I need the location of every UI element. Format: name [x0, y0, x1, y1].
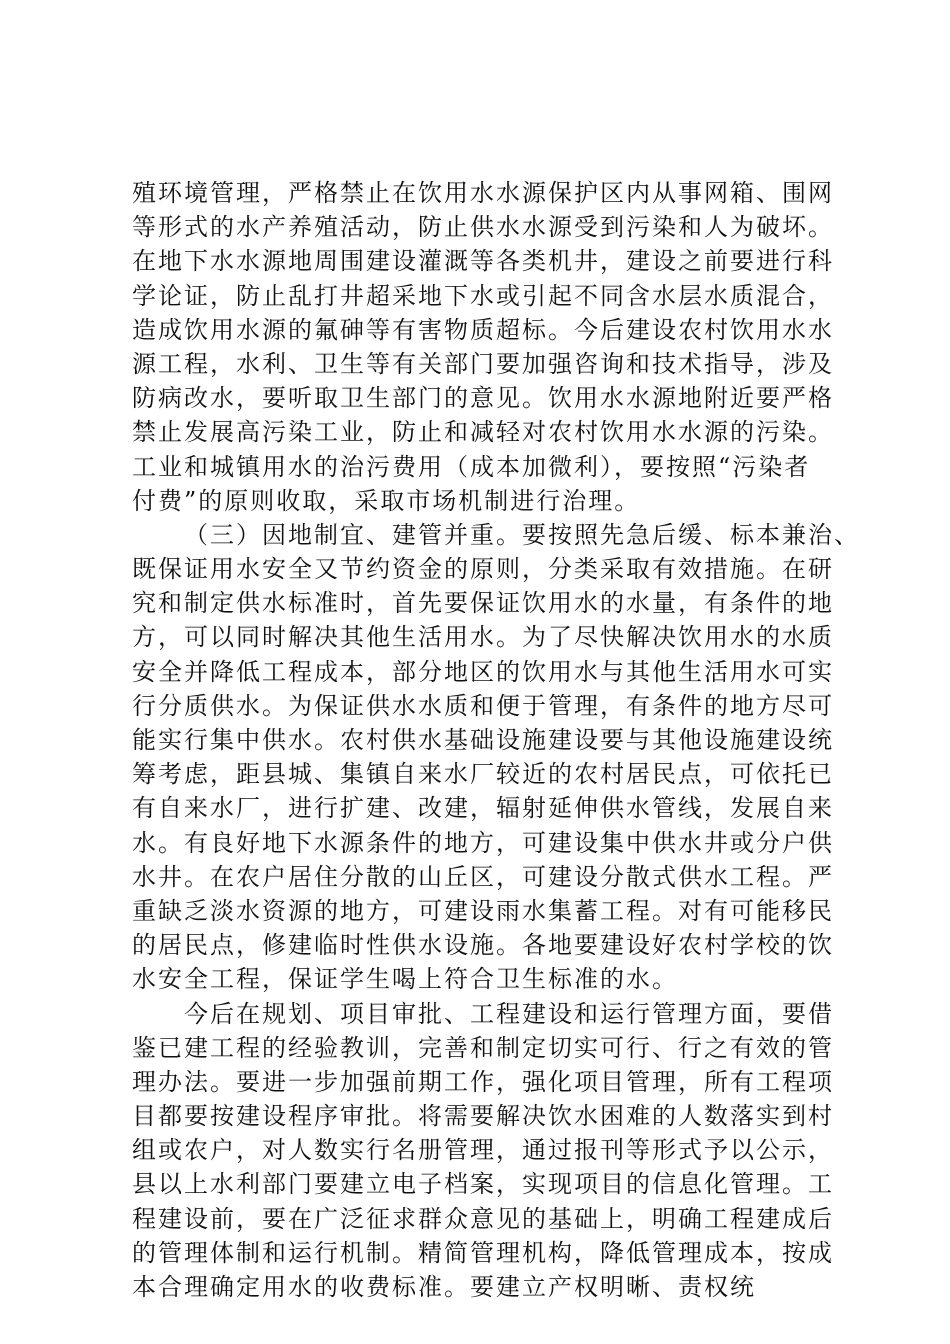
- text-line: 目都要按建设程序审批。将需要解决饮水困难的人数落实到村: [132, 1102, 834, 1131]
- text-line: 殖环境管理，严格禁止在饮用水水源保护区内从事网箱、围网: [132, 179, 834, 207]
- text-line: 行分质供水。为保证供水水质和便于管理，有条件的地方尽可: [132, 691, 834, 720]
- text-line: 学论证，防止乱打井超采地下水或引起不同含水层水质混合，: [132, 281, 834, 310]
- text-line: 究和制定供水标准时，首先要保证饮用水的水量，有条件的地: [132, 589, 834, 618]
- text-line: 重缺乏淡水资源的地方，可建设雨水集蓄工程。对有可能移民: [132, 896, 834, 925]
- text-line: 付费”的原则收取，采取市场机制进行治理。: [132, 486, 641, 515]
- text-line: 鉴已建工程的经验教训，完善和制定切实可行、行之有效的管: [132, 1033, 834, 1062]
- text-line: 有自来水厂，进行扩建、改建，辐射延伸供水管线，发展自来: [132, 794, 834, 823]
- document-body: [132, 176, 860, 1304]
- paragraph-start-line: 今后在规划、项目审批、工程建设和运行管理方面，要借: [184, 999, 834, 1028]
- text-line: 水井。在农户居住分散的山丘区，可建设分散式供水工程。严: [132, 862, 834, 891]
- text-line: 水安全工程，保证学生喝上符合卫生标准的水。: [132, 965, 678, 994]
- text-line: 禁止发展高污染工业，防止和减轻对农村饮用水水源的污染。: [132, 418, 834, 447]
- text-line: 县以上水利部门要建立电子档案，实现项目的信息化管理。工: [132, 1170, 834, 1199]
- text-line: 造成饮用水源的氟砷等有害物质超标。今后建设农村饮用水水: [132, 315, 834, 344]
- text-line: 方，可以同时解决其他生活用水。为了尽快解决饮用水的水质: [132, 623, 834, 652]
- text-line: 既保证用水安全又节约资金的原则，分类采取有效措施。在研: [132, 555, 834, 584]
- text-line: 组或农户，对人数实行名册管理，通过报刊等形式予以公示，: [132, 1136, 834, 1165]
- text-line: 安全并降低工程成本，部分地区的饮用水与其他生活用水可实: [132, 657, 834, 686]
- text-line: 理办法。要进一步加强前期工作，强化项目管理，所有工程项: [132, 1067, 834, 1096]
- text-line: 水。有良好地下水源条件的地方，可建设集中供水井或分户供: [132, 828, 834, 857]
- paragraph-start-line: （三）因地制宜、建管并重。要按照先急后缓、标本兼治、: [184, 520, 860, 549]
- text-line: 的管理体制和运行机制。精简管理机构，降低管理成本，按成: [132, 1238, 834, 1267]
- text-line: 在地下水水源地周围建设灌溉等各类机井，建设之前要进行科: [132, 247, 834, 276]
- text-line: 的居民点，修建临时性供水设施。各地要建设好农村学校的饮: [132, 931, 834, 960]
- text-line: 源工程，水利、卫生等有关部门要加强咨询和技术指导，涉及: [132, 349, 834, 378]
- text-line: 本合理确定用水的收费标准。要建立产权明晰、责权统: [132, 1273, 756, 1301]
- text-line: 防病改水，要听取卫生部门的意见。饮用水水源地附近要严格: [132, 384, 834, 413]
- text-line: 工业和城镇用水的治污费用（成本加微利），要按照“污染者: [132, 452, 811, 481]
- text-line: 能实行集中供水。农村供水基础设施建设要与其他设施建设统: [132, 726, 834, 754]
- text-line: 筹考虑，距县城、集镇自来水厂较近的农村居民点，可依托已: [132, 760, 834, 789]
- text-line: 程建设前，要在广泛征求群众意见的基础上，明确工程建成后: [132, 1204, 834, 1233]
- text-line: 等形式的水产养殖活动，防止供水水源受到污染和人为破坏。: [132, 213, 834, 242]
